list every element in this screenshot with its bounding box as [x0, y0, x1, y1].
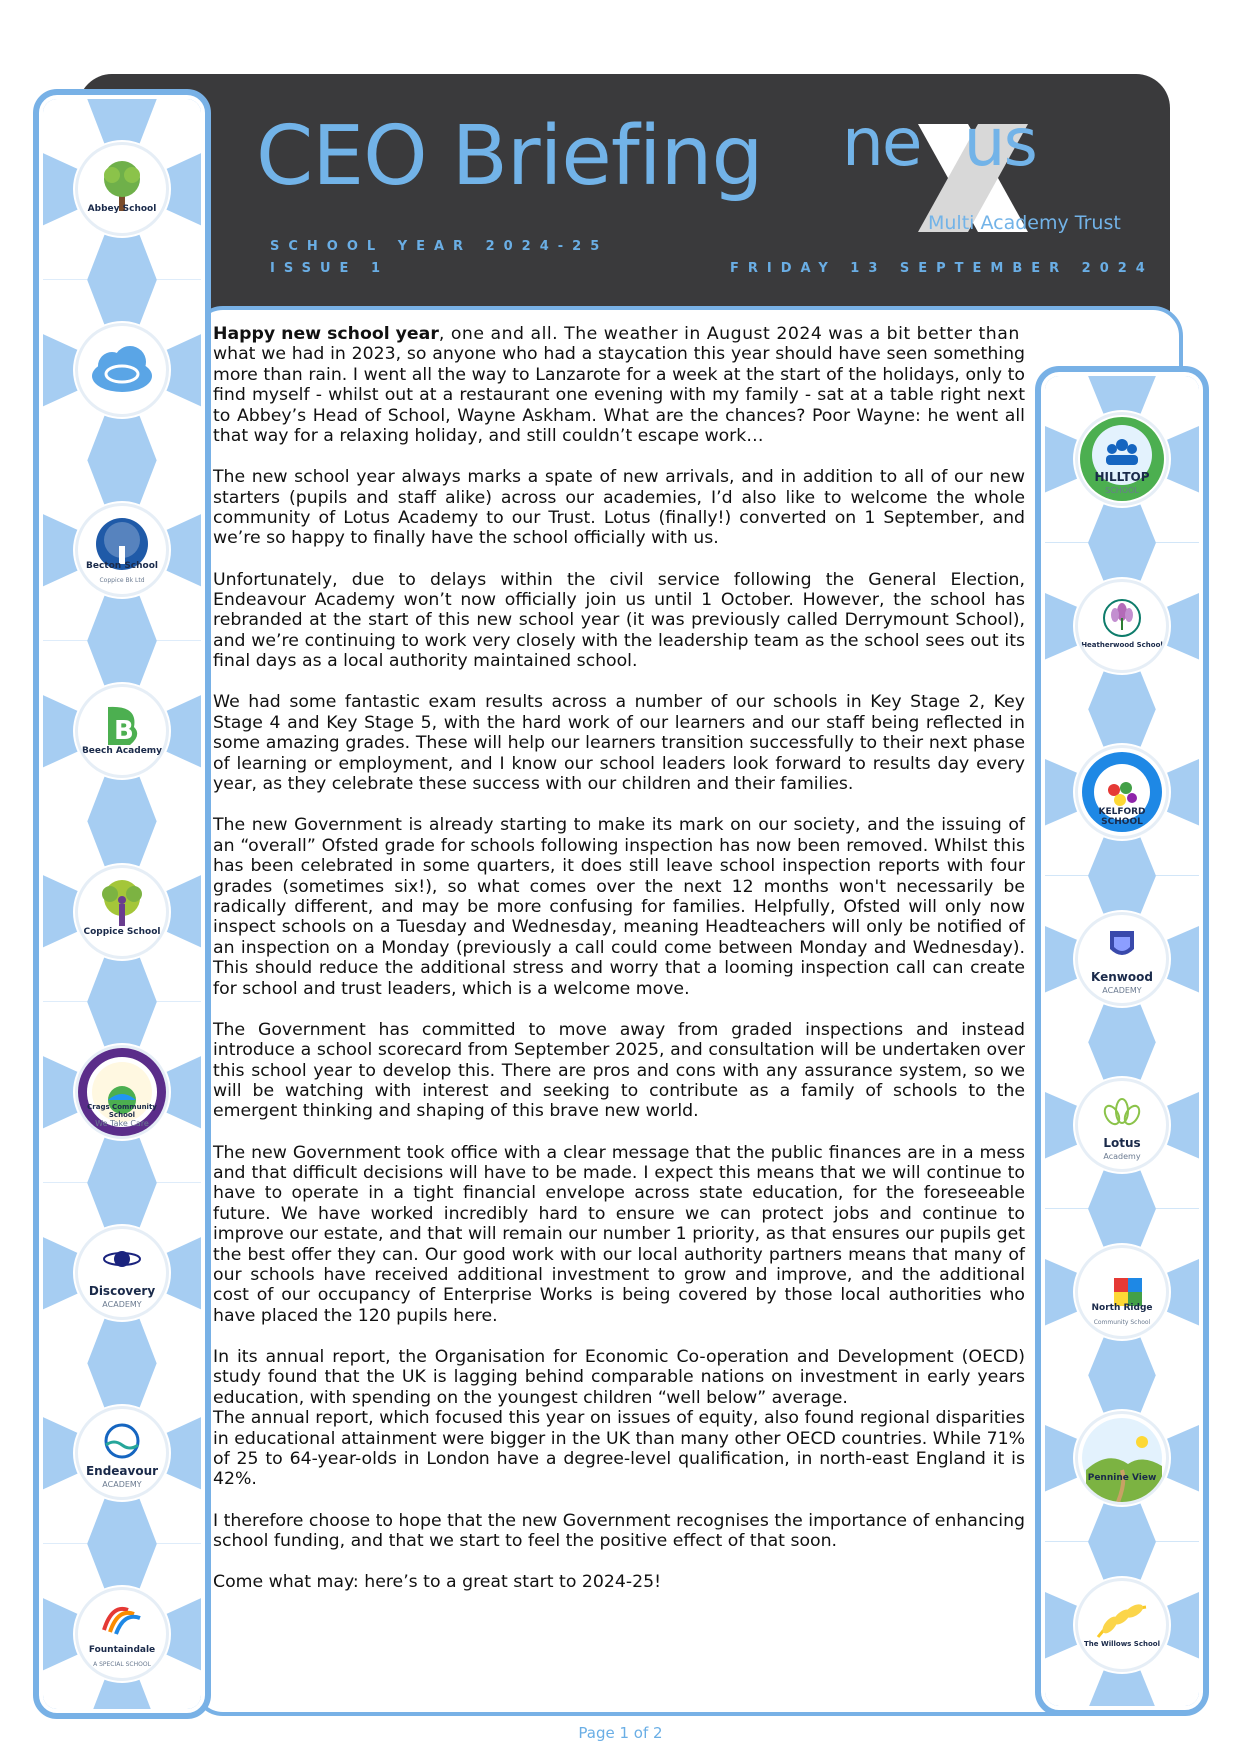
logo-tagline: Multi Academy Trust	[928, 212, 1121, 234]
school-name: Lotus	[1103, 1136, 1141, 1151]
school-subtitle: Academy	[1103, 1152, 1141, 1162]
school-year: SCHOOL YEAR 2024-25	[270, 239, 609, 254]
school-tile	[43, 1363, 201, 1544]
school-subtitle: We Take Care	[95, 1119, 149, 1129]
school-logo-badge	[75, 142, 169, 236]
school-tile	[43, 821, 201, 1002]
school-logo-badge	[75, 865, 169, 959]
school-logo-badge	[1075, 1411, 1169, 1505]
school-tile	[43, 1183, 201, 1364]
school-logo-badge	[75, 503, 169, 597]
school-name: Heatherwood School	[1081, 640, 1163, 649]
header-banner	[78, 74, 1170, 342]
school-name: HILLTOP	[1094, 470, 1150, 485]
page-title: CEO Briefing	[256, 109, 763, 204]
school-name: Discovery	[88, 1283, 156, 1298]
paragraph-10: Come what may: here’s to a great start to 2024-25!	[213, 1572, 662, 1593]
school-subtitle: Coppice Bk Ltd	[99, 577, 145, 585]
school-tile	[43, 1544, 201, 1709]
school-tile	[1045, 543, 1199, 710]
school-subtitle: A SPECIAL SCHOOL	[93, 1661, 151, 1669]
flower-icon	[1078, 582, 1166, 670]
school-logo-badge	[1075, 412, 1169, 506]
paragraph-1: Happy new school year, one and all. The weather in August 2024 was a bit better than what we had in 2023, so anyone who had a staycation this year should have seen something more than rain. I went all the way to Lanzarote for a week at the start of the holidays, only to find myself - whilst out at a restaurant one evening with my family - sat at a table right next to Abbey’s Head of School, Wayne Askham. What are the chances? Poor Wayne: he went all that way for a relaxing holiday, and still couldn’t escape work…	[213, 324, 1025, 447]
school-logo-badge	[1075, 745, 1169, 839]
leaf-b-icon	[78, 687, 166, 775]
school-subtitle: Community School	[1093, 1318, 1151, 1326]
paragraph-2: The new school year always marks a spate of new arrivals, and in addition to all of our new starters (pupils and staff alike) across our academies, I’d also like to welcome the whole community of Lotus Academy to our Trust. Lotus (finally!) converted on 1 September, and we’re so happy to finally have the school officially with us.	[213, 467, 1025, 549]
school-tile	[1045, 1375, 1199, 1542]
school-name: Fountaindale	[88, 1645, 156, 1656]
paragraph-9: I therefore choose to hope that the new Government recognises the importance of enhancing school funding, and that we start to feel the positive effect of that soon.	[213, 1510, 1025, 1552]
tree-icon	[78, 145, 166, 233]
school-tile	[43, 280, 201, 461]
school-name: The Willows School	[1084, 1639, 1160, 1648]
logo-wordmark: ne us	[842, 104, 1036, 181]
landscape-icon	[1078, 1414, 1166, 1502]
school-name: Pennine View	[1087, 1473, 1157, 1484]
school-tile	[1045, 1042, 1199, 1209]
paragraph-5: The new Government is already starting to make its mark on our society, and the issuing of an “overall” Ofsted grade for schools following inspection has now been removed. Whilst this has been celebrated in some quarters, it does still leave school inspection reports with four grades (sometimes six!), so what comes over the next 12 months won't necessarily be radically different, and may be more confusing for families. Helpfully, Ofsted will only now inspect schools on a Tuesday and Wednesday, meaning Headteachers will only be notified of an inspection on a Monday (previously a call could come between Monday and Wednesday). This should reduce the additional stress and worry that a looming inspection call can create for school and trust leaders, which is a welcome move.	[213, 815, 1025, 999]
right-schools-rail	[1035, 366, 1209, 1716]
school-logo-badge	[1075, 1245, 1169, 1339]
school-subtitle: ACADEMY	[102, 1299, 142, 1309]
figure-tree-icon	[78, 868, 166, 956]
page-number: Page 1 of 2	[578, 1724, 663, 1742]
school-logo-badge	[1075, 1578, 1169, 1672]
school-tile	[1045, 1209, 1199, 1376]
paragraph-7: The new Government took office with a clear message that the public finances are in a mess and that difficult decisions will have to be made. I expect this means that we will continue to have to operate in a tight financial envelope across state education, for the foreseeable future. We have worked incredibly hard to ensure we can protect jobs and continue to improve our estate, and that will remain our number 1 priority, as that ensures our pupils get the best offer they can. Our good work with our local authority partners means that many of our schools have received additional investment to grow and improve, and the additional cost of our occupancy of Enterprise Works is being covered by those local authorities who have placed the 120 pupils here.	[213, 1142, 1025, 1326]
school-tile	[1045, 376, 1199, 543]
school-logo-badge	[75, 323, 169, 417]
school-subtitle: ACADEMY	[102, 1480, 142, 1490]
willow-leaf-icon	[1078, 1581, 1166, 1669]
nexus-logo	[842, 104, 1150, 244]
issue-number: ISSUE 1	[270, 261, 389, 276]
school-logo-badge	[1075, 912, 1169, 1006]
school-name: Beech Academy	[81, 746, 163, 757]
school-tile	[1045, 709, 1199, 876]
school-logo-badge	[75, 1587, 169, 1681]
school-subtitle: ACADEMY	[1102, 985, 1142, 995]
school-logo-badge	[75, 1406, 169, 1500]
left-schools-rail	[33, 89, 211, 1719]
school-name: Crags Community School	[87, 1103, 157, 1119]
school-tile	[1045, 876, 1199, 1043]
school-logo-badge	[75, 1226, 169, 1320]
school-name: Coppice School	[83, 926, 161, 937]
school-tile	[43, 641, 201, 822]
paragraph-4: We had some fantastic exam results across a number of our schools in Key Stage 2, Key Stage 4 and Key Stage 5, with the hard work of our learners and our staff being reflected in some amazing grades. These will help our learners transition successfully to their next phase of learning or employment, and I know our school leaders look forward to results day every year, as they celebrate these success with our children and their families.	[213, 692, 1025, 795]
school-name: KELFORD SCHOOL	[1098, 807, 1146, 827]
school-tile	[43, 1002, 201, 1183]
school-logo-badge	[1075, 579, 1169, 673]
school-logo-badge	[1075, 1078, 1169, 1172]
school-name: Kenwood	[1091, 969, 1153, 984]
paragraph-6: The Government has committed to move away from graded inspections and instead introduce a school scorecard from September 2025, and consultation will be undertaken over this school year to develop this. There are pros and cons with any assurance system, so we will be watching with interest and seeking to contribute as a family of schools to the emergent thinking and shaping of this brave new world.	[213, 1019, 1025, 1122]
school-name: Abbey School	[87, 204, 157, 215]
lead-bold: Happy new school year	[213, 324, 439, 344]
school-subtitle: SCHOOL	[1105, 486, 1139, 496]
school-name: North Ridge	[1091, 1302, 1153, 1313]
paragraph-3: Unfortunately, due to delays within the civil service following the General Election, Endeavour Academy won’t now officially join us until 1 October. However, the school has rebranded at the start of this new school year (it was previously called Derrymount School), and we’re continuing to work very closely with the leadership team as the school sees out its final days as a local authority maintained school.	[213, 569, 1025, 672]
article-body	[213, 324, 1025, 1614]
svg-text:B: B	[114, 716, 134, 747]
school-tile	[43, 460, 201, 641]
school-name: Becton School	[86, 561, 158, 572]
school-name: Endeavour	[85, 1464, 159, 1479]
cloud-icon	[78, 326, 166, 414]
school-tile	[43, 99, 201, 280]
issue-date: FRIDAY 13 SEPTEMBER 2024	[730, 261, 1154, 276]
school-logo-badge	[75, 1045, 169, 1139]
school-tile	[1045, 1542, 1199, 1707]
school-logo-badge	[75, 684, 169, 778]
paragraph-8: In its annual report, the Organisation for Economic Co-operation and Development (OECD) study found that the UK is lagging behind comparable nations on investment in early years education, with spending on the youngest children “well below” average. The annual report, which focused this year on issues of equity, also found regional disparities in educational attainment were bigger in the UK than many other OECD countries. While 71% of 25 to 64-year-olds in London have a degree-level qualification, in north-east England it is 42%.	[213, 1347, 1025, 1490]
